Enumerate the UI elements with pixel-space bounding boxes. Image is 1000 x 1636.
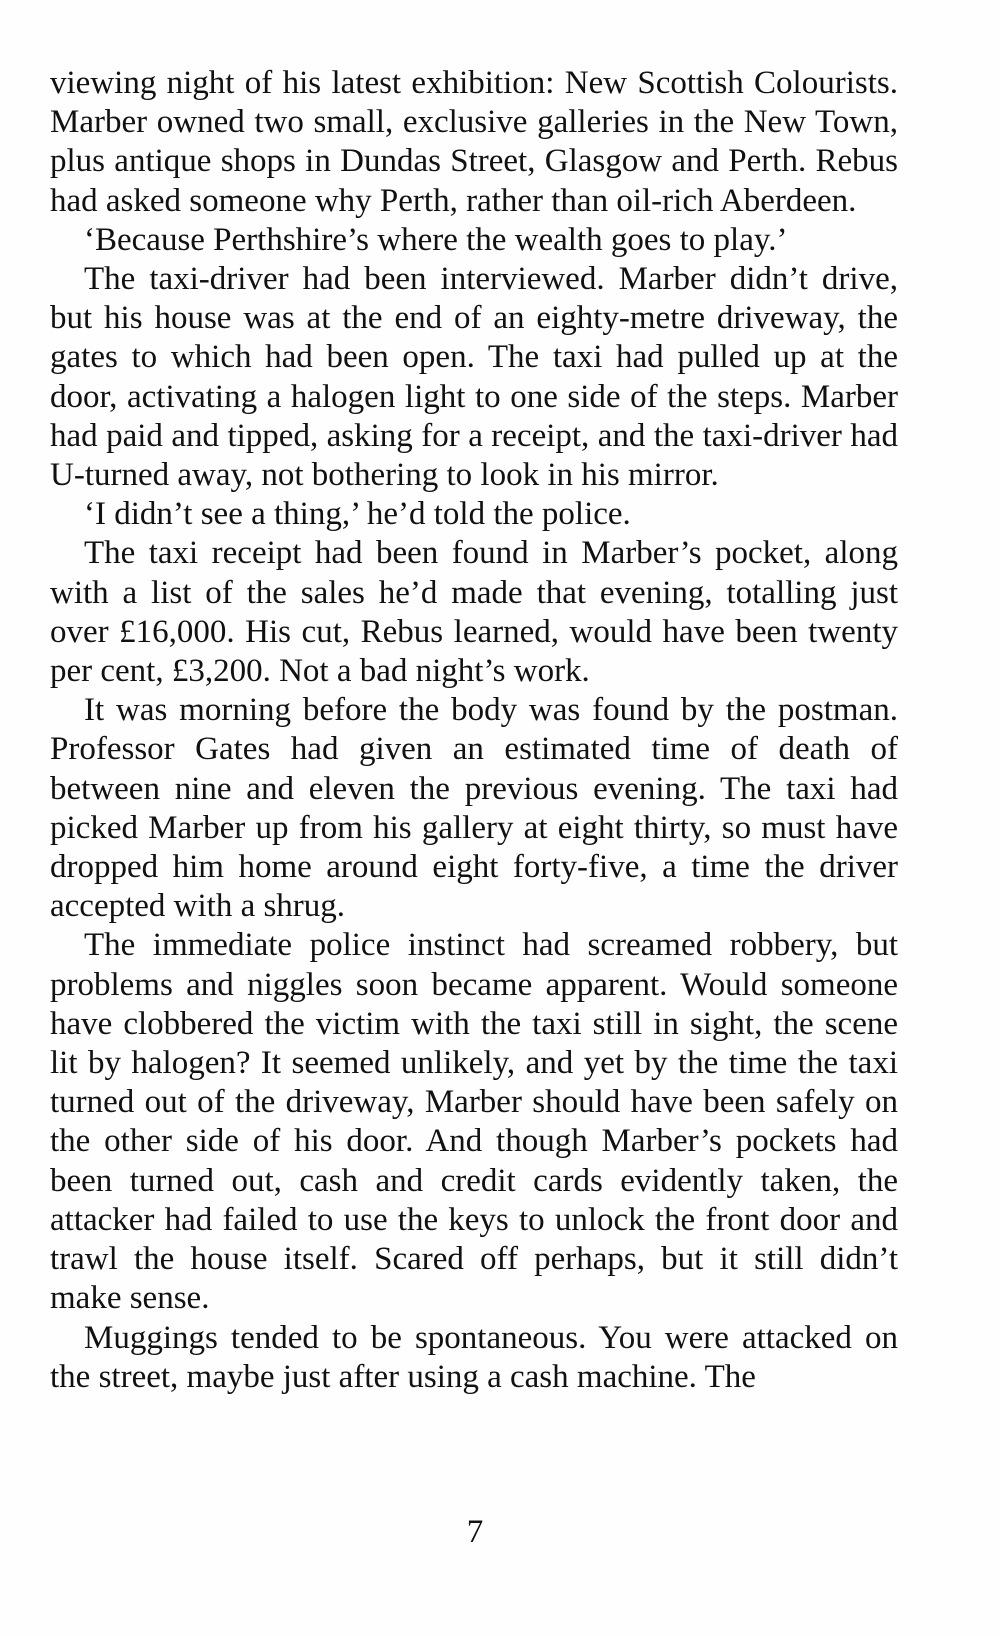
paragraph-7: The immediate police instinct had screamed robbery, but problems and niggles soon became apparent. Would someone have clobbered the victim with the taxi still in sight, the scene lit by halogen? It seemed unlikely, and yet by the time the taxi turned out of the driveway, Marber should have been safely on the other side of his door. And though Marber’s pockets had been turned out, cash and credit cards evidently taken, the attacker had failed to use the keys to unlock the front door and trawl the house itself. Scared off perhaps, but it still didn’t make sense. [50, 927, 898, 1317]
page-number: 7 [466, 1514, 484, 1550]
paragraph-3: The taxi-driver had been interviewed. Marber didn’t drive, but his house was at the end of an eighty-metre driveway, the gates to which had been open. The taxi had pulled up at the door, activating a halogen light to one side of the steps. Marber had paid and tipped, asking for a receipt, and the taxi-driver had U-turned away, not bothering to look in his mirror. [50, 261, 898, 494]
paragraph-4: ‘I didn’t see a thing,’ he’d told the police. [84, 496, 631, 533]
paragraph-8: Muggings tended to be spontaneous. You were attacked on the street, maybe just after using a cash machine. The [50, 1319, 898, 1395]
paragraph-1: viewing night of his latest exhibition: New Scottish Colourists. Marber owned two small, exclusive galleries in the New Town, plus antique shops in Dundas Street, Glasgow and Perth. Rebus had asked someone why Perth, rather than oil-rich Aberdeen. [50, 65, 898, 219]
body-text [50, 64, 898, 1397]
paragraph-5: The taxi receipt had been found in Marber’s pocket, along with a list of the sales he’d made that evening, totalling just over £16,000. His cut, Rebus learned, would have been twenty per cent, £3,200. Not a bad night’s work. [50, 535, 898, 690]
paragraph-6: It was morning before the body was found by the postman. Professor Gates had given an estimated time of death of between nine and eleven the previous evening. The taxi had picked Marber up from his gallery at eight thirty, so must have dropped him home around eight forty-five, a time the driver accepted with a shrug. [50, 692, 898, 925]
paragraph-2: ‘Because Perthshire’s where the wealth goes to play.’ [84, 221, 788, 258]
